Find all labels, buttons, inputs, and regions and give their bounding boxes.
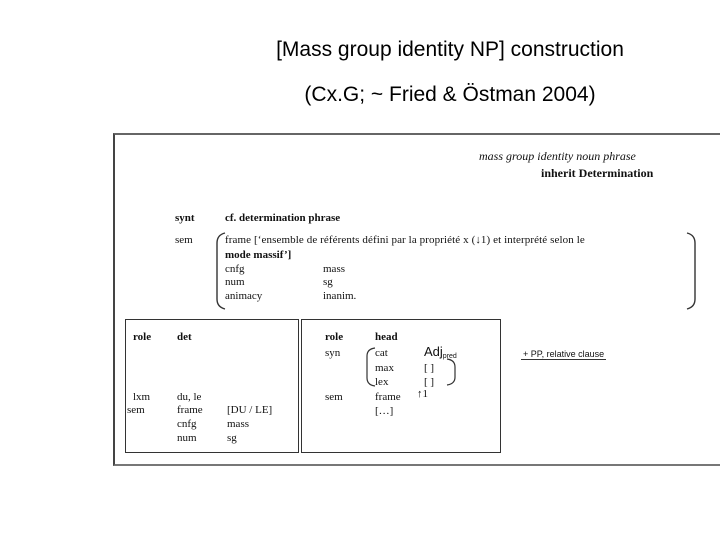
- head-frame-rest: […]: [375, 405, 394, 417]
- det-num-label: num: [177, 432, 197, 444]
- det-frame-value: [DU / LE]: [227, 404, 273, 416]
- head-syn-label: syn: [325, 347, 341, 359]
- sem-label: sem: [175, 234, 193, 246]
- feature-value-animacy: inanim.: [323, 290, 357, 302]
- sem-left-bracket: [211, 231, 231, 311]
- head-cat-label: cat: [375, 347, 388, 359]
- det-role-label: role: [133, 331, 152, 343]
- head-frame-value: ↑1: [417, 388, 428, 400]
- head-cat-value: Adj$_{pred}$: [424, 344, 457, 360]
- lxm-label: lxm: [133, 391, 151, 403]
- head-max-value: [ ]: [424, 362, 435, 374]
- synt-label: synt: [175, 212, 195, 224]
- slide-title: [Mass group identity NP] construction: [276, 38, 624, 61]
- construction-name: mass group identity noun phrase: [479, 149, 636, 163]
- head-max-label: max: [375, 362, 394, 374]
- feature-name-animacy: animacy: [225, 290, 263, 302]
- lxm-value: du, le: [177, 391, 202, 403]
- head-frame-label: frame: [375, 391, 401, 403]
- sem-frame-line2: mode massif’]: [225, 249, 292, 261]
- feature-value-num: sg: [323, 276, 333, 288]
- det-frame-label: frame: [177, 404, 203, 416]
- sem-right-bracket: [683, 231, 703, 311]
- feature-name-num: num: [225, 276, 245, 288]
- head-role-value: head: [375, 331, 398, 343]
- det-role-value: det: [177, 331, 192, 343]
- det-num-value: sg: [227, 432, 237, 444]
- construction-diagram: [113, 133, 720, 466]
- inherit-label: inherit Determination: [541, 166, 654, 180]
- syn-right-bracket: [445, 357, 459, 387]
- head-lex-value: [ ]: [424, 376, 435, 388]
- feature-name-cnfg: cnfg: [225, 263, 245, 275]
- head-sem-label: sem: [325, 391, 343, 403]
- head-lex-label: lex: [375, 376, 389, 388]
- det-cnfg-label: cnfg: [177, 418, 197, 430]
- det-sem-label: sem: [127, 404, 145, 416]
- pp-note: + PP, relative clause: [523, 349, 605, 359]
- synt-value: cf. determination phrase: [225, 212, 341, 224]
- slide-subtitle: (Cx.G; ~ Fried & Östman 2004): [304, 83, 596, 106]
- det-cnfg-value: mass: [227, 418, 249, 430]
- syn-left-bracket: [363, 346, 377, 388]
- sem-frame-line1: frame [‘ensemble de référents défini par la propriété x (↓1) et interprété selon le: [225, 234, 585, 246]
- feature-value-cnfg: mass: [323, 263, 345, 275]
- head-role-label: role: [325, 331, 344, 343]
